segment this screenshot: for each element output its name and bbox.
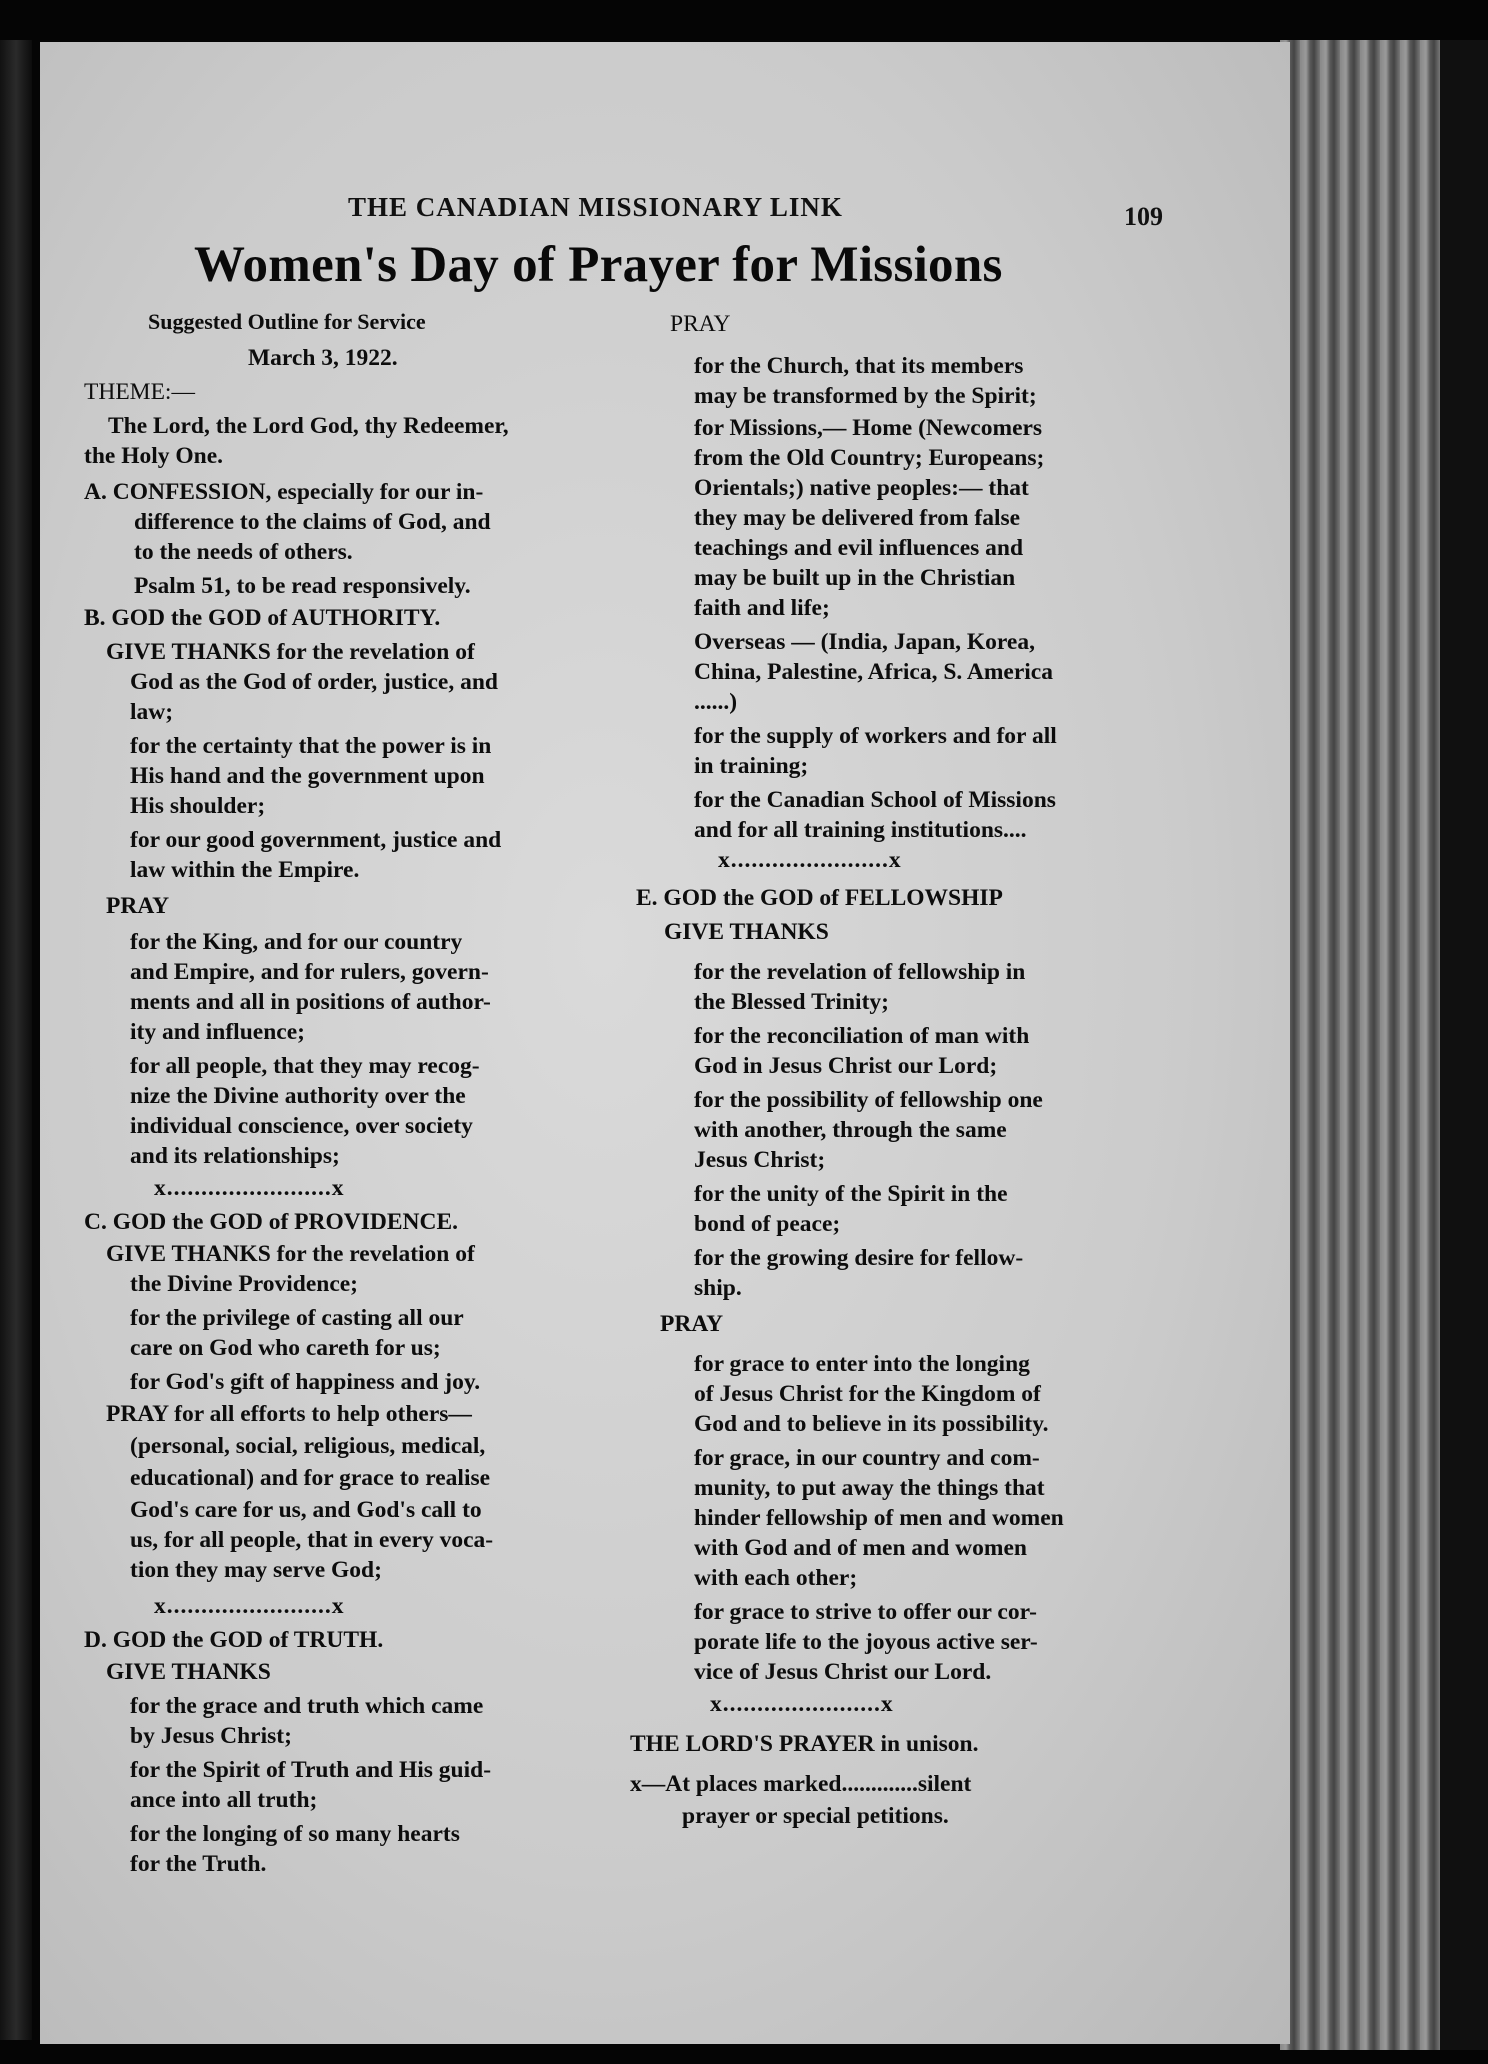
text-line: (personal, social, religious, medical, bbox=[130, 1433, 486, 1459]
running-head: THE CANADIAN MISSIONARY LINK bbox=[348, 192, 843, 222]
text-line: God and to believe in its possibility. bbox=[694, 1411, 1049, 1437]
subtitle: Suggested Outline for Service bbox=[148, 309, 426, 334]
text-line: law; bbox=[130, 699, 174, 725]
text-line: by Jesus Christ; bbox=[130, 1723, 292, 1749]
text-line: bond of peace; bbox=[694, 1211, 841, 1237]
text-line: and for all training institutions.... bbox=[694, 817, 1027, 843]
text-line: they may be delivered from false bbox=[694, 505, 1021, 531]
text-line: ship. bbox=[694, 1275, 742, 1301]
text-line: Orientals;) native peoples:— that bbox=[694, 475, 1029, 501]
text-line: with God and of men and women bbox=[694, 1535, 1027, 1561]
text-line: vice of Jesus Christ our Lord. bbox=[694, 1659, 992, 1685]
text-line: to the needs of others. bbox=[134, 539, 353, 565]
text-line: care on God who careth for us; bbox=[130, 1335, 441, 1361]
text-line: tion they may serve God; bbox=[130, 1557, 382, 1583]
text-line: God in Jesus Christ our Lord; bbox=[694, 1053, 998, 1079]
text-line: for grace, in our country and com- bbox=[694, 1445, 1040, 1471]
article-title: Women's Day of Prayer for Missions bbox=[194, 237, 1003, 293]
text-line: educational) and for grace to realise bbox=[130, 1465, 491, 1491]
section-heading: A. CONFESSION, especially for our in- bbox=[84, 479, 484, 505]
text-line: for Missions,— Home (Newcomers bbox=[694, 415, 1043, 441]
text-line: for all people, that they may recog- bbox=[130, 1053, 480, 1079]
closing-line: THE LORD'S PRAYER in unison. bbox=[630, 1731, 979, 1757]
text-line: GIVE THANKS for the revelation of bbox=[106, 639, 475, 665]
section-heading: C. GOD the GOD of PROVIDENCE. bbox=[84, 1209, 459, 1235]
text-line: from the Old Country; Europeans; bbox=[694, 445, 1045, 471]
text-line: for the Spirit of Truth and His guid- bbox=[130, 1757, 492, 1783]
text-line: for God's gift of happiness and joy. bbox=[130, 1369, 481, 1395]
text-line: His shoulder; bbox=[130, 793, 266, 819]
text-line: for the Canadian School of Missions bbox=[694, 787, 1056, 813]
subheading: GIVE THANKS bbox=[106, 1659, 271, 1685]
text-line: of Jesus Christ for the Kingdom of bbox=[694, 1381, 1041, 1407]
text-line: with each other; bbox=[694, 1565, 858, 1591]
separator: x.......................x bbox=[710, 1691, 894, 1717]
text-line: may be transformed by the Spirit; bbox=[694, 383, 1037, 409]
text-line: and Empire, and for rulers, govern- bbox=[130, 959, 489, 985]
section-heading: D. GOD the GOD of TRUTH. bbox=[84, 1627, 384, 1653]
theme-label: THEME:— bbox=[84, 379, 195, 405]
text-line: for the reconciliation of man with bbox=[694, 1023, 1030, 1049]
section-heading: B. GOD the GOD of AUTHORITY. bbox=[84, 605, 441, 631]
text-line: law within the Empire. bbox=[130, 857, 360, 883]
text-line: for the privilege of casting all our bbox=[130, 1305, 464, 1331]
facing-page-edge bbox=[0, 40, 32, 2040]
text-line: for the Church, that its members bbox=[694, 353, 1024, 379]
text-line: hinder fellowship of men and women bbox=[694, 1505, 1064, 1531]
text-line: GIVE THANKS for the revelation of bbox=[106, 1241, 475, 1267]
book-cover-edge bbox=[1440, 40, 1488, 2050]
text-line: the Divine Providence; bbox=[130, 1271, 359, 1297]
text-line: for the longing of so many hearts bbox=[130, 1821, 460, 1847]
text-line: ......) bbox=[694, 689, 738, 715]
subheading: PRAY bbox=[670, 311, 731, 337]
text-line: for the possibility of fellowship one bbox=[694, 1087, 1043, 1113]
section-heading: E. GOD the GOD of FELLOWSHIP bbox=[636, 885, 1003, 911]
text-line: for the supply of workers and for all bbox=[694, 723, 1057, 749]
text-line: Overseas — (India, Japan, Korea, bbox=[694, 629, 1035, 655]
text-line: for the grace and truth which came bbox=[130, 1693, 484, 1719]
date: March 3, 1922. bbox=[248, 345, 398, 371]
text-line: ity and influence; bbox=[130, 1019, 305, 1045]
text-line: munity, to put away the things that bbox=[694, 1475, 1045, 1501]
text-line: with another, through the same bbox=[694, 1117, 1007, 1143]
text-line: Psalm 51, to be read responsively. bbox=[134, 573, 471, 599]
text-line: faith and life; bbox=[694, 595, 830, 621]
subheading: GIVE THANKS bbox=[664, 919, 829, 945]
page-number: 109 bbox=[1124, 202, 1163, 231]
text-line: us, for all people, that in every voca- bbox=[130, 1527, 494, 1553]
text-line: ance into all truth; bbox=[130, 1787, 318, 1813]
text-line: individual conscience, over society bbox=[130, 1113, 473, 1139]
text-line: ments and all in positions of author- bbox=[130, 989, 491, 1015]
text-line: for our good government, justice and bbox=[130, 827, 502, 853]
text-line: for the certainty that the power is in bbox=[130, 733, 492, 759]
text-line: PRAY for all efforts to help others— bbox=[106, 1401, 472, 1427]
text-line: and its relationships; bbox=[130, 1143, 340, 1169]
text-line: for grace to strive to offer our cor- bbox=[694, 1599, 1037, 1625]
text-line: teachings and evil influences and bbox=[694, 535, 1024, 561]
text-line: in training; bbox=[694, 753, 809, 779]
text-line: China, Palestine, Africa, S. America bbox=[694, 659, 1053, 685]
text-line: porate life to the joyous active ser- bbox=[694, 1629, 1038, 1655]
text-line: the Blessed Trinity; bbox=[694, 989, 889, 1015]
text-line: for the revelation of fellowship in bbox=[694, 959, 1026, 985]
text-line: for the King, and for our country bbox=[130, 929, 463, 955]
text-line: The Lord, the Lord God, thy Redeemer, bbox=[108, 413, 509, 439]
text-line: difference to the claims of God, and bbox=[134, 509, 491, 535]
text-line: His hand and the government upon bbox=[130, 763, 485, 789]
text-line: God as the God of order, justice, and bbox=[130, 669, 498, 695]
separator: x.......................x bbox=[718, 847, 902, 873]
text-line: Jesus Christ; bbox=[694, 1147, 826, 1173]
text-line: for the unity of the Spirit in the bbox=[694, 1181, 1008, 1207]
text-line: God's care for us, and God's call to bbox=[130, 1497, 482, 1523]
separator: x........................x bbox=[154, 1593, 345, 1619]
footnote: prayer or special petitions. bbox=[682, 1803, 949, 1829]
text-line: for the Truth. bbox=[130, 1851, 267, 1877]
text-line: the Holy One. bbox=[84, 443, 224, 469]
text-line: for grace to enter into the longing bbox=[694, 1351, 1030, 1377]
text-line: nize the Divine authority over the bbox=[130, 1083, 466, 1109]
subheading: PRAY bbox=[106, 893, 170, 919]
footnote: x—At places marked.............silent bbox=[630, 1771, 972, 1797]
subheading: PRAY bbox=[660, 1311, 724, 1337]
text-line: for the growing desire for fellow- bbox=[694, 1245, 1024, 1271]
text-line: may be built up in the Christian bbox=[694, 565, 1016, 591]
separator: x........................x bbox=[154, 1175, 345, 1201]
